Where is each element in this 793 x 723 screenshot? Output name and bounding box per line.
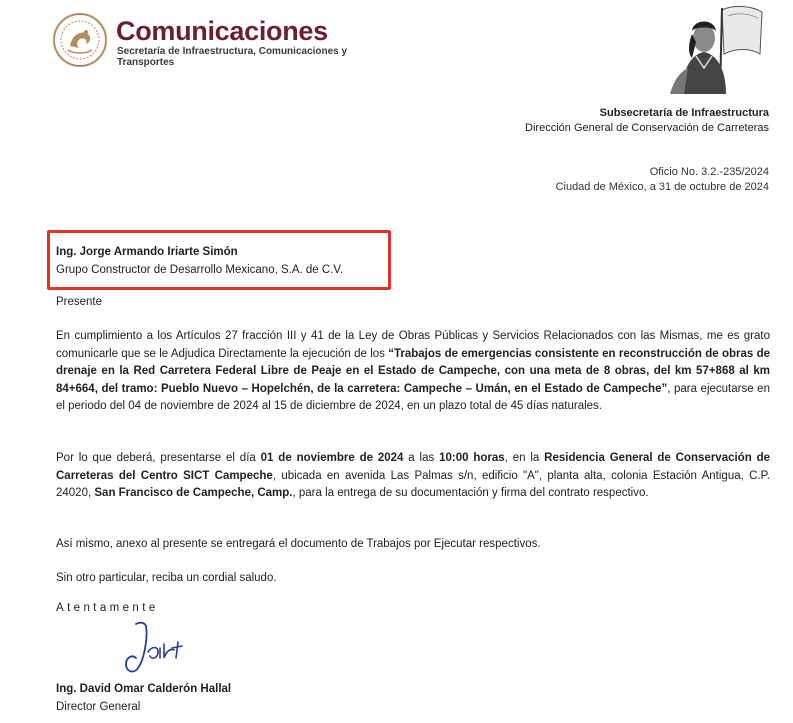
bold-text-run: 10:00 horas <box>439 452 505 464</box>
text-run: Por lo que deberá, presentarse el día <box>56 452 261 464</box>
closing-atentamente: Atentamente <box>56 602 159 614</box>
text-run: a las <box>403 452 440 464</box>
bold-text-run: 01 de noviembre de 2024 <box>260 452 404 464</box>
text-run: , en la <box>504 452 545 464</box>
direccion-general: Dirección General de Conservación de Carreteras <box>525 122 769 134</box>
signer-name: Ing. David Omar Calderón Hallal <box>56 683 232 695</box>
body-paragraph-4: Sin otro particular, reciba un cordial saludo. <box>56 572 277 584</box>
recipient-company: Grupo Constructor de Desarrollo Mexicano, S.A. de C.V. <box>56 264 344 276</box>
place-date: Ciudad de México, a 31 de octubre de 2024 <box>555 181 769 193</box>
recipient-name: Ing. Jorge Armando Iriarte Simón <box>56 246 238 258</box>
text-run: , para ejecutarse en el periodo del 04 de noviembre de 2024 al 15 de diciembre de 2024, en un plazo total de 45 días naturales. <box>56 382 770 412</box>
recipient-highlight-box <box>47 230 391 290</box>
text-run: , ubicada en avenida Las Palmas s/n, edificio "A", planta alta, colonia Estación Antigua, C.P. 24020, <box>56 469 770 499</box>
bold-text-run: “Trabajos de emergencias consistente en reconstrucción de obras de drenaje en la Red Carretera Federal Libre de Peaje en el Estado de Campeche, con una meta de 8 obras, del km 57+868 al km 84+664, del tramo: Pueblo Nuevo – Hopelchén, de la carretera: Campeche – Umán, en el Estado de Campeche” <box>56 347 770 395</box>
mexico-seal-icon <box>52 12 108 68</box>
bold-text-run: San Francisco de Campeche, Camp. <box>94 487 293 499</box>
handwritten-signature-icon <box>118 618 208 678</box>
subsecretaria: Subsecretaría de Infraestructura <box>599 107 769 119</box>
text-run: En cumplimiento a los Artículos 27 fracción III y 41 de la Ley de Obras Públicas y Servicios Relacionados con las Mismas, me es grato comunicarle que se le Adjudica Directamente la ejecución de los <box>56 330 770 360</box>
oficio-number: Oficio No. 3.2.-235/2024 <box>649 166 769 178</box>
body-paragraph-3: Así mismo, anexo al presente se entregará el documento de Trabajos por Ejecutar respectivos. <box>56 538 541 550</box>
org-name: Comunicaciones <box>116 16 328 46</box>
body-paragraph-2 <box>56 450 770 503</box>
woman-with-flag-portrait-icon <box>662 2 770 94</box>
text-run: , para la entrega de su documentación y firma del contrato respectivo. <box>292 487 649 499</box>
greeting: Presente <box>56 296 103 308</box>
bold-text-run: Residencia General de Conservación de Carreteras del Centro SICT Campeche <box>56 452 770 482</box>
signer-title: Director General <box>56 701 141 713</box>
body-paragraph-1 <box>56 328 770 416</box>
org-subtitle: Secretaría de Infraestructura, Comunicaciones y Transportes <box>117 46 348 68</box>
